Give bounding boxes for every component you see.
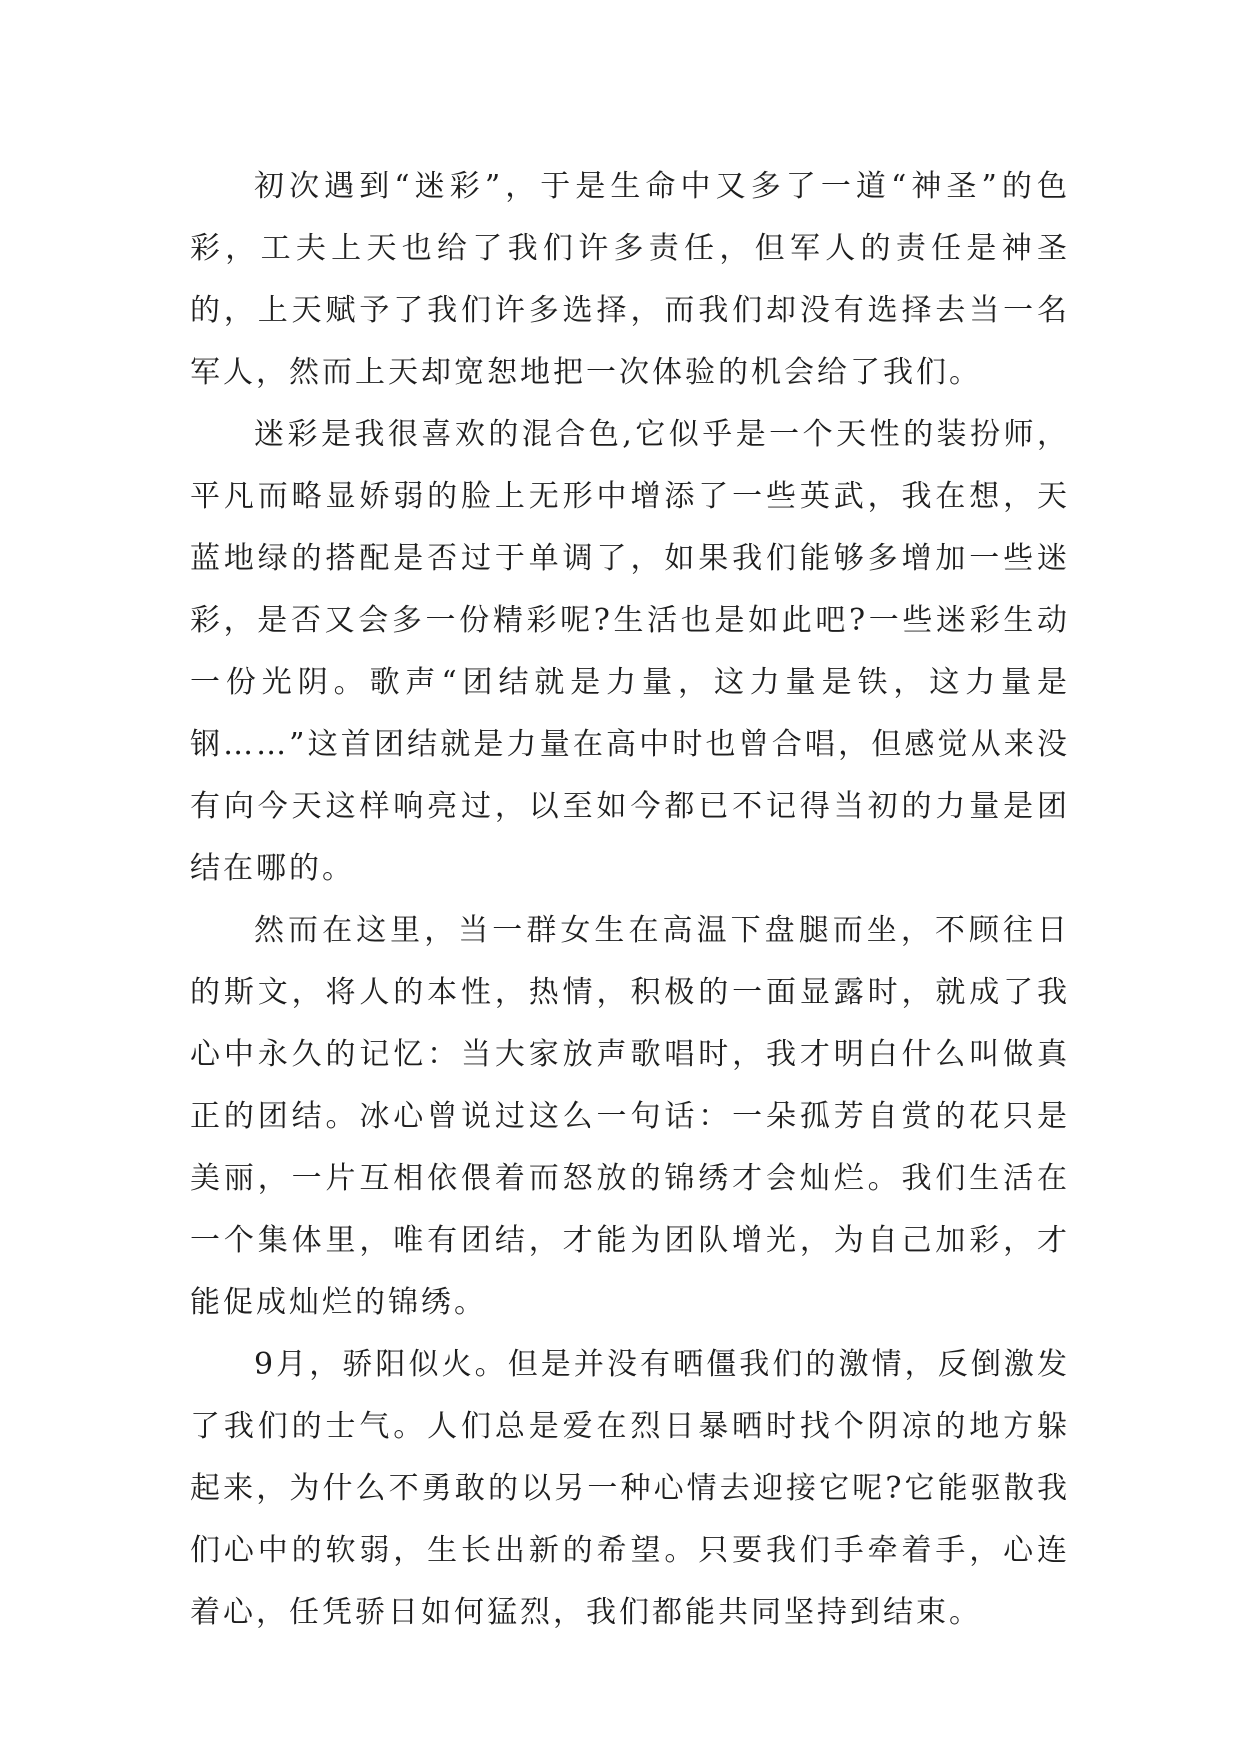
paragraph-1: 初次遇到“迷彩”，于是生命中又多了一道“神圣”的色彩，工夫上天也给了我们许多责任，但军人的责任是神圣的，上天赋予了我们许多选择，而我们却没有选择去当一名军人，然而上天却宽恕地把一次体验的机会给了我们。 xyxy=(190,169,1070,390)
paragraph-2: 迷彩是我很喜欢的混合色,它似乎是一个天性的装扮师，平凡而略显娇弱的脸上无形中增添了一些英武，我在想，天蓝地绿的搭配是否过于单调了，如果我们能够多增加一些迷彩，是否又会多一份精彩呢?生活也是如此吧?一些迷彩生动一份光阴。歌声“团结就是力量，这力量是铁，这力量是钢……”这首团结就是力量在高中时也曾合唱，但感觉从来没有向今天这样响亮过，以至如今都已不记得当初的力量是团结在哪的。 xyxy=(190,417,1070,886)
paragraph-4: 9月，骄阳似火。但是并没有晒僵我们的激情，反倒激发了我们的士气。人们总是爱在烈日暴晒时找个阴凉的地方躲起来，为什么不勇敢的以另一种心情去迎接它呢?它能驱散我们心中的软弱，生长出新的希望。只要我们手牵着手，心连着心，任凭骄日如何猛烈，我们都能共同坚持到结束。 xyxy=(190,1347,1070,1630)
paragraph-3: 然而在这里，当一群女生在高温下盘腿而坐，不顾往日的斯文，将人的本性，热情，积极的一面显露时，就成了我心中永久的记忆：当大家放声歌唱时，我才明白什么叫做真正的团结。冰心曾说过这么一句话：一朵孤芳自赏的花只是美丽，一片互相依偎着而怒放的锦绣才会灿烂。我们生活在一个集体里，唯有团结，才能为团队增光，为自己加彩，才能促成灿烂的锦绣。 xyxy=(190,913,1070,1320)
document-body xyxy=(190,156,1070,1644)
